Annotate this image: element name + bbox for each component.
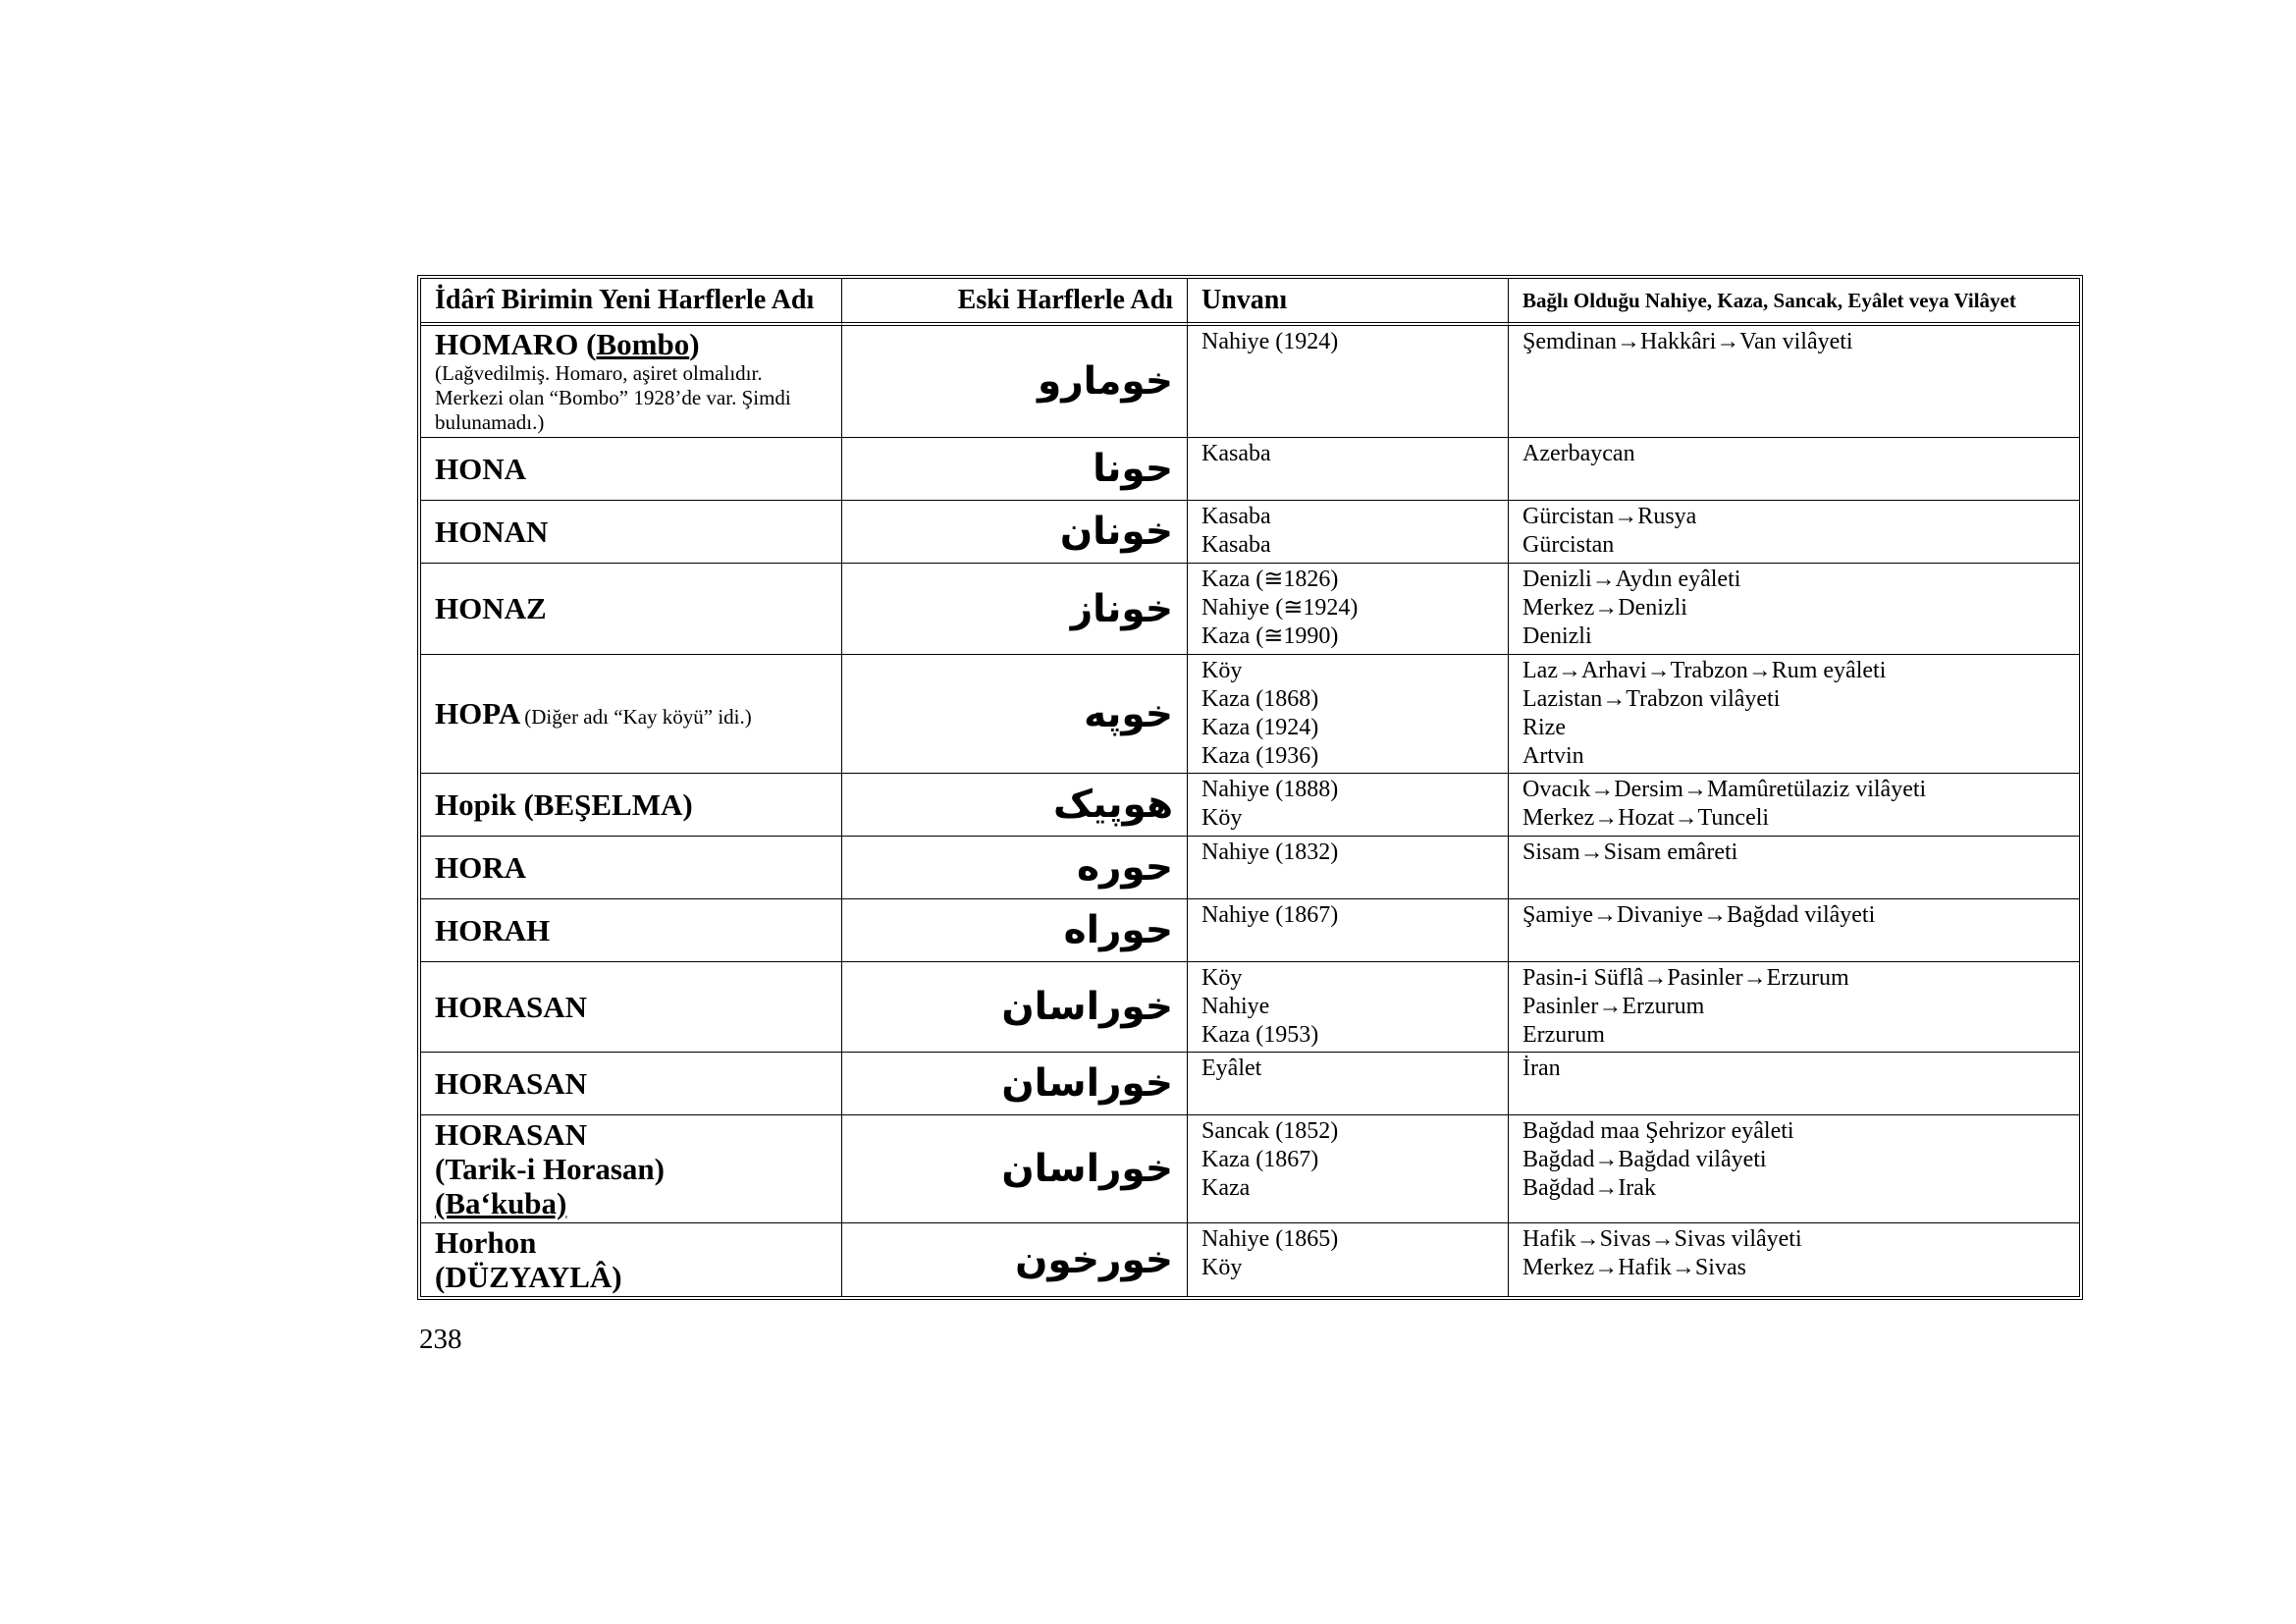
row-arabic-cell [842, 564, 1188, 655]
bagli-line: Lazistan→Trabzon vilâyeti [1522, 686, 1781, 712]
bagli-line: Merkez→Denizli [1522, 595, 1687, 621]
unvan-line: Kaza (1953) [1201, 1022, 1319, 1048]
row-name-cell [421, 655, 842, 774]
bagli-line: Ovacık→Dersim→Mamûretülaziz vilâyeti [1522, 777, 1927, 802]
bagli-line: Gürcistan [1522, 532, 1615, 558]
row-name-cell [421, 1053, 842, 1115]
bagli-line: Artvin [1522, 743, 1584, 769]
unvan-line: Kaza (1867) [1201, 1147, 1319, 1172]
row-bagli-cell [1509, 1223, 2079, 1296]
row-arabic: خونان [1059, 510, 1173, 554]
unvan-line: Nahiye (1832) [1201, 839, 1339, 865]
unvan-line: Nahiye [1201, 994, 1270, 1019]
table-row [421, 774, 2079, 837]
table-row [421, 899, 2079, 962]
bagli-line: Pasinler→Erzurum [1522, 994, 1705, 1019]
row-name: HORASAN [435, 1065, 588, 1101]
unvan-line: Nahiye (≅1924) [1201, 595, 1359, 621]
row-name-cell [421, 1223, 842, 1296]
row-arabic: حوراه [1063, 908, 1173, 952]
row-arabic-cell [842, 899, 1188, 962]
row-bagli-cell [1509, 501, 2079, 564]
unvan-line: Kaza [1201, 1175, 1251, 1201]
row-unvan-cell [1188, 564, 1509, 655]
row-bagli-cell [1509, 438, 2079, 501]
table-row [421, 655, 2079, 774]
bagli-line: Laz→Arhavi→Trabzon→Rum eyâleti [1522, 658, 1887, 683]
row-unvan-cell [1188, 1223, 1509, 1296]
unvan-line: Köy [1201, 805, 1243, 831]
row-name-alt: (Tarik-i Horasan) [435, 1152, 665, 1186]
row-bagli-cell [1509, 1053, 2079, 1115]
row-bagli-cell [1509, 655, 2079, 774]
row-arabic: خومارو [1037, 359, 1173, 404]
unvan-line: Eyâlet [1201, 1056, 1262, 1081]
bagli-line: Rize [1522, 715, 1566, 740]
row-unvan-cell [1188, 501, 1509, 564]
page-number: 238 [419, 1324, 462, 1355]
row-unvan-cell [1188, 655, 1509, 774]
unvan-line: Nahiye (1865) [1201, 1226, 1339, 1252]
unvan-line: Kaza (1868) [1201, 686, 1319, 712]
unvan-line: Kaza (≅1990) [1201, 623, 1339, 649]
bagli-line: Gürcistan→Rusya [1522, 504, 1697, 529]
bagli-line: Bağdad→Irak [1522, 1175, 1656, 1201]
unvan-line: Kaza (1924) [1201, 715, 1319, 740]
unvan-line: Köy [1201, 1255, 1243, 1280]
row-arabic-cell [842, 962, 1188, 1053]
row-arabic-cell [842, 655, 1188, 774]
row-name: Hopik (BEŞELMA) [435, 786, 693, 822]
row-arabic: خوپه [1084, 691, 1173, 736]
unvan-line: Kaza (≅1826) [1201, 567, 1339, 592]
row-name-center: (Ba‘kuba) [435, 1186, 567, 1220]
row-name-cell [421, 899, 842, 962]
row-bagli-cell [1509, 837, 2079, 899]
bagli-line: Merkez→Hozat→Tunceli [1522, 805, 1770, 831]
unvan-line: Kasaba [1201, 532, 1271, 558]
table-row [421, 1053, 2079, 1115]
row-name-cell [421, 962, 842, 1053]
row-bagli-cell [1509, 899, 2079, 962]
row-name: HONAN [435, 514, 549, 549]
bagli-line: Merkez→Hafik→Sivas [1522, 1255, 1746, 1280]
bagli-line: İran [1522, 1056, 1561, 1081]
header-old-name: Eski Harflerle Adı [842, 279, 1188, 326]
row-unvan-cell [1188, 326, 1509, 438]
header-row [421, 279, 2079, 326]
table-row [421, 438, 2079, 501]
unvan-line: Nahiye (1924) [1201, 329, 1339, 354]
row-bagli-cell [1509, 962, 2079, 1053]
row-note: (Diğer adı “Kay köyü” idi.) [524, 705, 752, 729]
row-arabic-cell [842, 837, 1188, 899]
row-arabic: خوراسان [1001, 1061, 1173, 1106]
row-unvan-cell [1188, 438, 1509, 501]
unvan-line: Kasaba [1201, 441, 1271, 466]
row-arabic: خوناز [1070, 586, 1173, 631]
unvan-line: Kaza (1936) [1201, 743, 1319, 769]
row-name-cell [421, 501, 842, 564]
table-row [421, 837, 2079, 899]
row-unvan-cell [1188, 1053, 1509, 1115]
row-name: HOPA [435, 696, 521, 731]
row-arabic: حوره [1076, 845, 1173, 890]
header-new-name: İdârî Birimin Yeni Harflerle Adı [421, 279, 842, 326]
row-arabic-cell [842, 438, 1188, 501]
row-name-cell [421, 837, 842, 899]
bagli-line: Denizli→Aydın eyâleti [1522, 567, 1741, 592]
bagli-line: Denizli [1522, 623, 1592, 649]
row-name-cell [421, 326, 842, 438]
unvan-line: Kasaba [1201, 504, 1271, 529]
row-arabic: خورخون [1015, 1237, 1173, 1282]
unvan-line: Köy [1201, 658, 1243, 683]
bagli-line: Şemdinan→Hakkâri→Van vilâyeti [1522, 329, 1853, 354]
bagli-line: Hafik→Sivas→Sivas vilâyeti [1522, 1226, 1802, 1252]
gazetteer-table [417, 275, 2083, 1300]
row-bagli-cell [1509, 774, 2079, 837]
row-name: HONAZ [435, 591, 547, 625]
unvan-line: Sancak (1852) [1201, 1118, 1339, 1144]
table-row [421, 564, 2079, 655]
row-name-cell [421, 564, 842, 655]
row-bagli-cell [1509, 564, 2079, 655]
row-arabic: هوپیک [1053, 783, 1173, 827]
header-title: Unvanı [1188, 279, 1509, 326]
row-name: HORASAN [435, 989, 588, 1024]
row-name: HORAH [435, 912, 551, 947]
table-row [421, 1223, 2079, 1296]
header-affiliation: Bağlı Olduğu Nahiye, Kaza, Sancak, Eyâlet veya Vilâyet [1509, 279, 2079, 326]
table-row [421, 501, 2079, 564]
row-unvan-cell [1188, 837, 1509, 899]
row-name: HOMARO (Bombo) [435, 327, 700, 361]
bagli-line: Sisam→Sisam emâreti [1522, 839, 1738, 865]
row-arabic-cell [842, 1223, 1188, 1296]
unvan-line: Köy [1201, 965, 1243, 991]
row-name-alt: (DÜZYAYLÂ) [435, 1260, 622, 1294]
table-row [421, 326, 2079, 438]
row-unvan-cell [1188, 899, 1509, 962]
row-name-cell [421, 1115, 842, 1223]
bagli-line: Azerbaycan [1522, 441, 1635, 466]
unvan-line: Nahiye (1867) [1201, 902, 1339, 928]
row-name-cell [421, 774, 842, 837]
row-arabic-cell [842, 1115, 1188, 1223]
row-name: HORA [435, 849, 526, 885]
row-bagli-cell [1509, 326, 2079, 438]
row-name: Horhon [435, 1225, 537, 1260]
bagli-line: Pasin-i Süflâ→Pasinler→Erzurum [1522, 965, 1849, 991]
bagli-line: Bağdad→Bağdad vilâyeti [1522, 1147, 1767, 1172]
table-row [421, 962, 2079, 1053]
table-row [421, 1115, 2079, 1223]
row-name: HONA [435, 451, 526, 486]
row-arabic-cell [842, 774, 1188, 837]
row-unvan-cell [1188, 962, 1509, 1053]
row-bagli-cell [1509, 1115, 2079, 1223]
row-arabic: حونا [1093, 447, 1173, 491]
row-unvan-cell [1188, 774, 1509, 837]
row-note: (Lağvedilmiş. Homaro, aşiret olmalıdır. Merkezi olan “Bombo” 1928’de var. Şimdi bulunamadı.) [435, 361, 791, 434]
row-name: HORASAN [435, 1117, 588, 1152]
row-name-cell [421, 438, 842, 501]
bagli-line: Şamiye→Divaniye→Bağdad vilâyeti [1522, 902, 1876, 928]
row-arabic-cell [842, 1053, 1188, 1115]
row-arabic-cell [842, 326, 1188, 438]
bagli-line: Bağdad maa Şehrizor eyâleti [1522, 1118, 1794, 1144]
bagli-line: Erzurum [1522, 1022, 1605, 1048]
row-unvan-cell [1188, 1115, 1509, 1223]
row-arabic-cell [842, 501, 1188, 564]
row-arabic: خوراسان [1001, 985, 1173, 1029]
unvan-line: Nahiye (1888) [1201, 777, 1339, 802]
row-arabic: خوراسان [1001, 1147, 1173, 1191]
